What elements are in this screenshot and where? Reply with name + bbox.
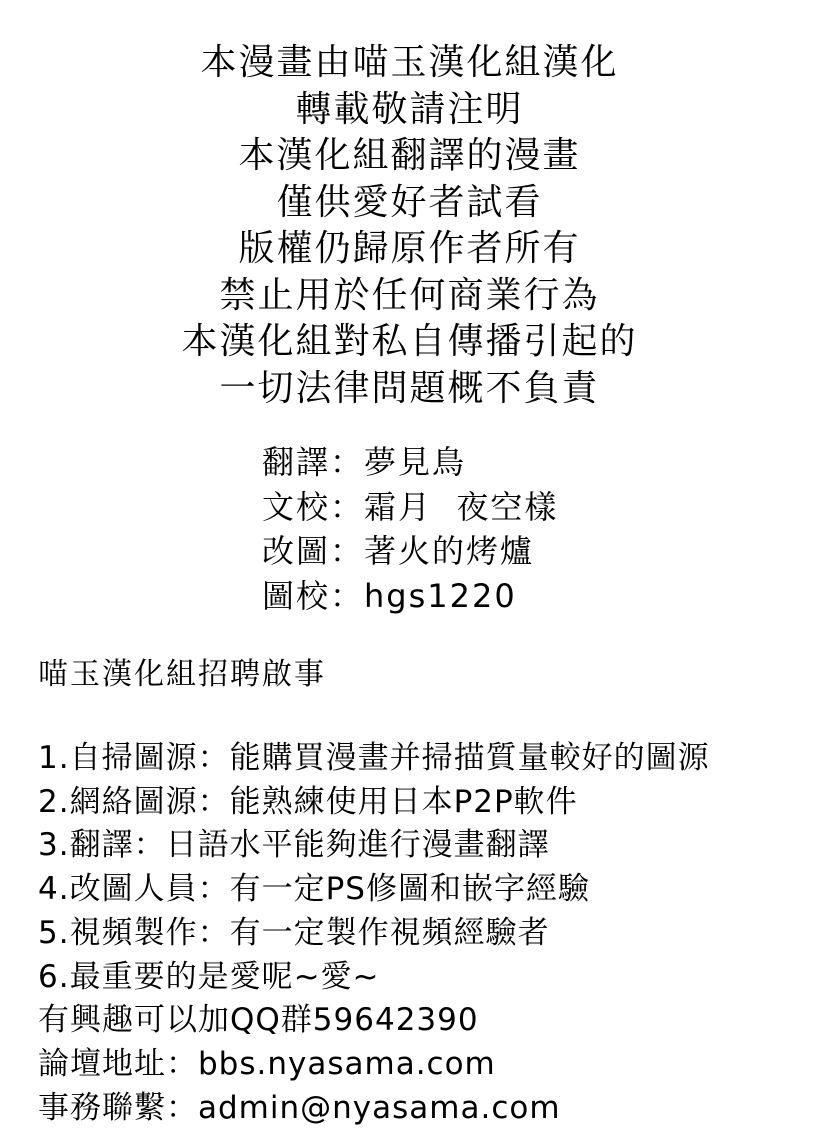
recruitment-title: 喵玉漢化組招聘啟事 — [38, 657, 326, 692]
copyright-notice — [0, 40, 819, 412]
credit-label: 改圖： — [262, 532, 365, 570]
recruitment-line: 6.最重要的是愛呢~愛~ — [38, 958, 380, 995]
credit-value: 夢見鳥 — [364, 443, 467, 481]
credit-row-image-check — [262, 574, 558, 619]
recruitment-line: 1.自掃圖源：能購買漫畫并掃描質量較好的圖源 — [38, 740, 710, 776]
credit-row-editing — [262, 529, 558, 574]
recruitment-line: 2.網絡圖源：能熟練使用日本P2P軟件 — [38, 783, 578, 820]
recruitment-list — [38, 737, 710, 1130]
contact-email-line: 事務聯繫：admin@nyasama.com — [38, 1089, 561, 1126]
credit-value: 著火的烤爐 — [364, 532, 535, 570]
credit-row-translation — [262, 440, 558, 485]
notice-line: 轉載敬請注明 — [295, 88, 524, 130]
qq-group-line: 有興趣可以加QQ群59642390 — [38, 1002, 479, 1039]
credit-label: 翻譯： — [262, 443, 365, 481]
credit-value: 霜月 夜空樣 — [364, 487, 559, 526]
recruitment-line: 3.翻譯：日語水平能夠進行漫畫翻譯 — [38, 827, 550, 864]
notice-line: 一切法律問題概不負責 — [219, 367, 600, 409]
credit-label: 圖校： — [262, 576, 365, 615]
recruitment-line: 4.改圖人員：有一定PS修圖和嵌字經驗 — [38, 871, 590, 908]
recruitment-line: 5.視頻製作：有一定製作視頻經驗者 — [38, 914, 550, 951]
credit-value: hgs1220 — [364, 576, 517, 615]
credit-label: 文校： — [262, 487, 365, 526]
staff-credits — [262, 440, 558, 618]
notice-line: 本漫畫由喵玉漢化組漢化 — [200, 42, 619, 83]
notice-line: 僅供愛好者試看 — [276, 181, 543, 223]
notice-line: 本漢化組翻譯的漫畫 — [238, 135, 581, 176]
notice-line: 禁止用於任何商業行為 — [219, 274, 600, 316]
notice-line: 本漢化組對私自傳播引起的 — [181, 321, 638, 362]
notice-line: 版權仍歸原作者所有 — [238, 228, 581, 269]
credit-row-proofreading — [262, 485, 558, 530]
forum-address-line: 論壇地址：bbs.nyasama.com — [38, 1045, 496, 1082]
